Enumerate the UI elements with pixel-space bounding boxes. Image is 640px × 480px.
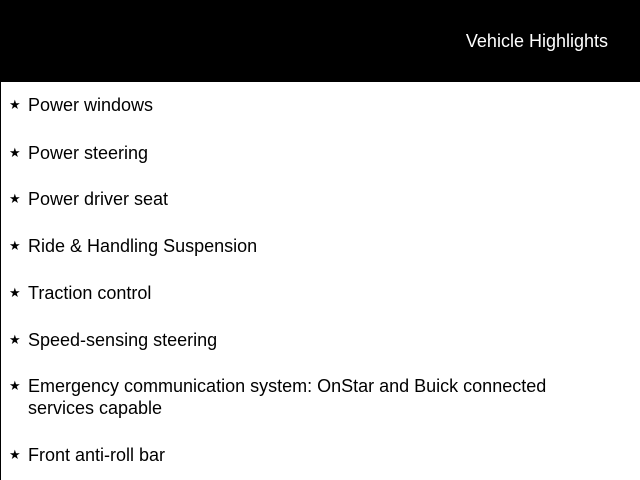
highlights-list [0, 82, 640, 480]
highlight-label: Emergency communication system: OnStar and Buick connected services capable [28, 376, 547, 418]
header-bar [0, 0, 640, 82]
highlight-label: Power driver seat [28, 189, 169, 209]
star-icon: ★ [9, 447, 21, 462]
page-title: Vehicle Highlights [465, 31, 608, 51]
star-icon: ★ [9, 145, 21, 160]
star-icon: ★ [9, 378, 21, 393]
star-icon: ★ [9, 238, 21, 253]
highlight-label: Traction control [28, 283, 152, 303]
highlight-label: Ride & Handling Suspension [28, 236, 258, 256]
star-icon: ★ [9, 332, 21, 347]
highlight-label: Power steering [28, 143, 149, 163]
star-icon: ★ [9, 191, 21, 206]
star-icon: ★ [9, 97, 21, 112]
highlight-label: Power windows [28, 95, 154, 115]
highlight-label: Front anti-roll bar [28, 445, 166, 465]
star-icon: ★ [9, 285, 21, 300]
highlight-label: Speed-sensing steering [28, 330, 218, 350]
